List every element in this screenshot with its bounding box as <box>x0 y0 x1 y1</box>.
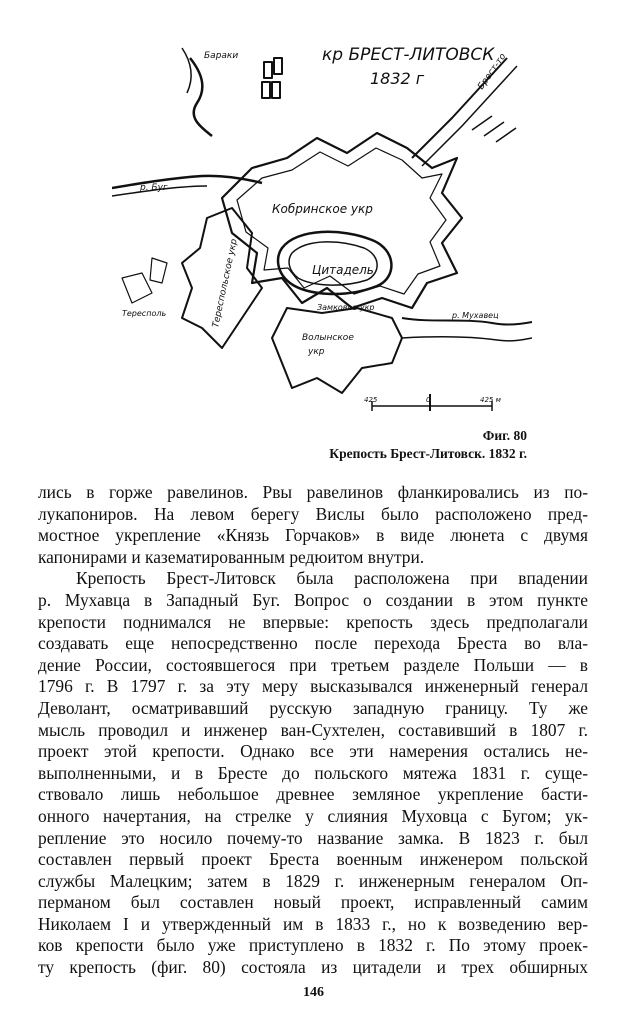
body-text <box>38 482 588 979</box>
text-line: создавать еще непосредственно после перехода Бреста во вла- <box>38 633 588 654</box>
text-line: репление это носило почему-то название замка. В 1823 г. был <box>38 827 588 848</box>
figure-number: Фиг. 80 <box>482 428 527 443</box>
map-year: 1832 г <box>370 69 425 88</box>
label-volynskoe-1: Волынское <box>302 333 354 343</box>
text-line: Николаем I и утвержденный им в 1833 г., но к возведению вер- <box>38 913 588 934</box>
text-line: ту крепость (фиг. 80) состояла из цитадели и трех обширных <box>38 957 588 978</box>
text-line: лукапониров. На левом берегу Вислы было расположено пред- <box>38 503 588 524</box>
text-line: дение России, состоявшегося при третьем разделе Польши — в <box>38 654 588 675</box>
text-line: онного начертания, на стрелке у слияния Муховца с Бугом; ук- <box>38 805 588 826</box>
label-citadel: Цитадель <box>312 263 374 277</box>
text-line: мостное укрепление «Князь Горчаков» в виде люнета с двумя <box>38 525 588 546</box>
text-line: проект этой крепости. Однако все эти намерения остались не- <box>38 741 588 762</box>
text-line: выполненными, и в Бресте до польского мятежа 1831 г. суще- <box>38 762 588 783</box>
text-line: Крепость Брест-Литовск была расположена при впадении <box>76 568 588 589</box>
label-road: Брест-то <box>476 51 509 92</box>
text-line: службы Малецким; затем в 1829 г. инженерным генералом Оп- <box>38 870 588 891</box>
volyn-fortification <box>272 308 402 393</box>
fortress-map <box>112 18 532 418</box>
scale-mid: 0 <box>426 396 431 404</box>
text-line: крепости поднимался не впервые: крепость здесь предполагали <box>38 611 588 632</box>
text-line: Деволант, осматривавший русскую западную границу. Ту же <box>38 697 588 718</box>
label-mukhavets: р. Мухавец <box>452 311 499 320</box>
text-line: капонирами и казематированным редюитом внутри. <box>38 546 425 567</box>
figure-caption: Крепость Брест-Литовск. 1832 г. <box>329 446 527 461</box>
label-terespol-ukr: Тереспольское укр <box>211 238 240 329</box>
text-line: ков крепости было уже приступлено в 1832 г. По этому проек- <box>38 935 588 956</box>
scale-right: 425 м <box>480 396 501 404</box>
text-line: р. Мухавца в Западный Буг. Вопрос о создании в этом пункте <box>38 589 588 610</box>
label-barracks: Бараки <box>204 51 239 61</box>
page-number: 146 <box>303 985 324 1000</box>
text-line: 1796 г. В 1797 г. за эту меру высказывался инженерный генерал <box>38 676 588 697</box>
label-terespol-town: Тересполь <box>122 309 167 318</box>
text-line: мысль проводил и инженер ван-Сухтелен, составивший в 1807 г. <box>38 719 588 740</box>
text-line: составлен первый проект Бреста военным инженером польской <box>38 849 588 870</box>
text-line: лись в горже равелинов. Рвы равелинов фланкировались из по- <box>38 482 588 502</box>
label-kobrin: Кобринское укр <box>272 202 373 216</box>
text-line: ствовало лишь небольшое древнее земляное укрепление басти- <box>38 784 588 805</box>
text-line: перманом был составлен новый проект, исправленный самим <box>38 892 588 913</box>
label-volynskoe-2: укр <box>308 347 325 357</box>
scale-left: 425 <box>364 396 378 404</box>
label-zamkovoe: Замковое укр <box>317 303 375 312</box>
label-river-bug: р. Буг <box>140 183 168 193</box>
map-title: кр БРЕСТ-ЛИТОВСК <box>322 45 495 65</box>
